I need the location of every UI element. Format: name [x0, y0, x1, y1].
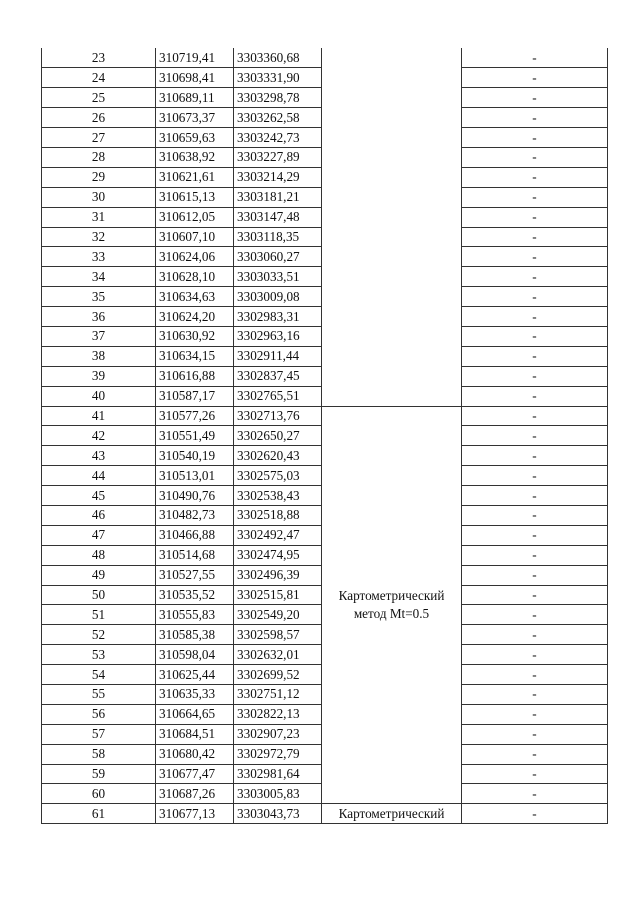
- point-number: 49: [42, 565, 156, 585]
- coordinate-y: 3302538,43: [234, 486, 322, 506]
- point-number: 48: [42, 545, 156, 565]
- coordinate-x: 310624,20: [156, 307, 234, 327]
- point-number: 46: [42, 505, 156, 525]
- value-dash: -: [462, 426, 608, 446]
- coordinate-y: 3302492,47: [234, 525, 322, 545]
- coordinate-x: 310677,47: [156, 764, 234, 784]
- table-row: [42, 804, 608, 824]
- coordinate-y: 3302963,16: [234, 326, 322, 346]
- value-dash: -: [462, 665, 608, 685]
- coordinate-x: 310577,26: [156, 406, 234, 426]
- value-dash: -: [462, 446, 608, 466]
- coordinate-x: 310490,76: [156, 486, 234, 506]
- point-number: 56: [42, 704, 156, 724]
- coordinate-x: 310684,51: [156, 724, 234, 744]
- point-number: 26: [42, 108, 156, 128]
- point-number: 50: [42, 585, 156, 605]
- value-dash: -: [462, 167, 608, 187]
- coordinate-y: 3302496,39: [234, 565, 322, 585]
- coordinate-y: 3302549,20: [234, 605, 322, 625]
- coordinate-y: 3303181,21: [234, 187, 322, 207]
- value-dash: -: [462, 704, 608, 724]
- value-dash: -: [462, 307, 608, 327]
- value-dash: -: [462, 685, 608, 705]
- value-dash: -: [462, 744, 608, 764]
- coordinate-y: 3303262,58: [234, 108, 322, 128]
- point-number: 29: [42, 167, 156, 187]
- coordinate-y: 3303043,73: [234, 804, 322, 824]
- point-number: 60: [42, 784, 156, 804]
- coordinate-y: 3302620,43: [234, 446, 322, 466]
- coordinate-y: 3302972,79: [234, 744, 322, 764]
- coordinate-x: 310587,17: [156, 386, 234, 406]
- coordinate-y: 3303147,48: [234, 207, 322, 227]
- point-number: 23: [42, 48, 156, 68]
- value-dash: -: [462, 784, 608, 804]
- coordinate-x: 310513,01: [156, 466, 234, 486]
- value-dash: -: [462, 525, 608, 545]
- coordinate-x: 310607,10: [156, 227, 234, 247]
- value-dash: -: [462, 386, 608, 406]
- point-number: 38: [42, 346, 156, 366]
- point-number: 36: [42, 307, 156, 327]
- value-dash: -: [462, 48, 608, 68]
- point-number: 41: [42, 406, 156, 426]
- point-number: 57: [42, 724, 156, 744]
- point-number: 51: [42, 605, 156, 625]
- value-dash: -: [462, 724, 608, 744]
- coordinate-x: 310482,73: [156, 505, 234, 525]
- value-dash: -: [462, 147, 608, 167]
- coordinate-x: 310698,41: [156, 68, 234, 88]
- coordinate-y: 3302699,52: [234, 665, 322, 685]
- value-dash: -: [462, 486, 608, 506]
- point-number: 30: [42, 187, 156, 207]
- point-number: 35: [42, 287, 156, 307]
- coordinate-y: 3303242,73: [234, 128, 322, 148]
- value-dash: -: [462, 505, 608, 525]
- coordinate-y: 3302598,57: [234, 625, 322, 645]
- value-dash: -: [462, 406, 608, 426]
- coordinate-x: 310616,88: [156, 366, 234, 386]
- point-number: 33: [42, 247, 156, 267]
- table-row: [42, 48, 608, 68]
- method-label-line1: Картометрический: [338, 587, 445, 603]
- point-number: 45: [42, 486, 156, 506]
- coordinate-x: 310540,19: [156, 446, 234, 466]
- point-number: 25: [42, 88, 156, 108]
- coordinate-x: 310615,13: [156, 187, 234, 207]
- coordinate-x: 310634,15: [156, 346, 234, 366]
- point-number: 54: [42, 665, 156, 685]
- value-dash: -: [462, 605, 608, 625]
- point-number: 58: [42, 744, 156, 764]
- coordinate-y: 3302751,12: [234, 685, 322, 705]
- coordinate-y: 3302575,03: [234, 466, 322, 486]
- coordinate-x: 310527,55: [156, 565, 234, 585]
- coordinate-x: 310719,41: [156, 48, 234, 68]
- coordinate-x: 310634,63: [156, 287, 234, 307]
- point-number: 28: [42, 147, 156, 167]
- coordinate-x: 310638,92: [156, 147, 234, 167]
- method-cell-block-2: [322, 406, 462, 804]
- coordinate-y: 3302518,88: [234, 505, 322, 525]
- value-dash: -: [462, 267, 608, 287]
- coordinate-y: 3302632,01: [234, 645, 322, 665]
- coordinate-x: 310673,37: [156, 108, 234, 128]
- coordinate-x: 310555,83: [156, 605, 234, 625]
- coordinate-x: 310612,05: [156, 207, 234, 227]
- point-number: 42: [42, 426, 156, 446]
- point-number: 27: [42, 128, 156, 148]
- coordinate-y: 3303227,89: [234, 147, 322, 167]
- point-number: 59: [42, 764, 156, 784]
- coordinate-x: 310630,92: [156, 326, 234, 346]
- coordinate-y: 3302474,95: [234, 545, 322, 565]
- coordinate-y: 3302837,45: [234, 366, 322, 386]
- value-dash: -: [462, 366, 608, 386]
- value-dash: -: [462, 585, 608, 605]
- value-dash: -: [462, 287, 608, 307]
- value-dash: -: [462, 128, 608, 148]
- coordinate-y: 3303360,68: [234, 48, 322, 68]
- coordinate-x: 310625,44: [156, 665, 234, 685]
- coordinate-y: 3302981,64: [234, 764, 322, 784]
- value-dash: -: [462, 565, 608, 585]
- coordinate-y: 3303214,29: [234, 167, 322, 187]
- coordinate-x: 310621,61: [156, 167, 234, 187]
- coordinate-x: 310585,38: [156, 625, 234, 645]
- coordinate-y: 3303005,83: [234, 784, 322, 804]
- coordinate-y: 3303118,35: [234, 227, 322, 247]
- coordinate-x: 310624,06: [156, 247, 234, 267]
- coordinate-x: 310687,26: [156, 784, 234, 804]
- value-dash: -: [462, 545, 608, 565]
- coordinate-y: 3302713,76: [234, 406, 322, 426]
- value-dash: -: [462, 227, 608, 247]
- coordinate-x: 310551,49: [156, 426, 234, 446]
- coordinate-y: 3302983,31: [234, 307, 322, 327]
- method-label-line2: метод Mt=0.5: [353, 605, 430, 621]
- coordinate-x: 310598,04: [156, 645, 234, 665]
- coordinate-x: 310514,68: [156, 545, 234, 565]
- coordinate-y: 3303009,08: [234, 287, 322, 307]
- coordinate-x: 310677,13: [156, 804, 234, 824]
- method-cell-block-1: [322, 48, 462, 406]
- value-dash: -: [462, 207, 608, 227]
- coordinates-table: [41, 48, 608, 824]
- point-number: 43: [42, 446, 156, 466]
- point-number: 31: [42, 207, 156, 227]
- coordinate-y: 3302765,51: [234, 386, 322, 406]
- value-dash: -: [462, 247, 608, 267]
- point-number: 32: [42, 227, 156, 247]
- coordinate-x: 310635,33: [156, 685, 234, 705]
- point-number: 37: [42, 326, 156, 346]
- point-number: 52: [42, 625, 156, 645]
- value-dash: -: [462, 346, 608, 366]
- coordinate-x: 310466,88: [156, 525, 234, 545]
- point-number: 47: [42, 525, 156, 545]
- value-dash: -: [462, 466, 608, 486]
- point-number: 53: [42, 645, 156, 665]
- coordinate-x: 310535,52: [156, 585, 234, 605]
- coordinate-x: 310664,65: [156, 704, 234, 724]
- point-number: 61: [42, 804, 156, 824]
- value-dash: -: [462, 625, 608, 645]
- point-number: 39: [42, 366, 156, 386]
- value-dash: -: [462, 764, 608, 784]
- method-cell-last: Картометрический: [322, 804, 462, 824]
- point-number: 24: [42, 68, 156, 88]
- coordinate-x: 310628,10: [156, 267, 234, 287]
- point-number: 40: [42, 386, 156, 406]
- coordinate-y: 3303033,51: [234, 267, 322, 287]
- value-dash: -: [462, 68, 608, 88]
- coordinate-y: 3302822,13: [234, 704, 322, 724]
- value-dash: -: [462, 187, 608, 207]
- coordinate-y: 3303060,27: [234, 247, 322, 267]
- coordinate-y: 3302907,23: [234, 724, 322, 744]
- coordinate-x: 310680,42: [156, 744, 234, 764]
- coordinate-y: 3303331,90: [234, 68, 322, 88]
- value-dash: -: [462, 108, 608, 128]
- coordinate-x: 310689,11: [156, 88, 234, 108]
- coordinate-y: 3302650,27: [234, 426, 322, 446]
- point-number: 55: [42, 685, 156, 705]
- coordinate-y: 3302911,44: [234, 346, 322, 366]
- value-dash: -: [462, 645, 608, 665]
- coordinate-x: 310659,63: [156, 128, 234, 148]
- point-number: 34: [42, 267, 156, 287]
- value-dash: -: [462, 326, 608, 346]
- point-number: 44: [42, 466, 156, 486]
- coordinate-y: 3303298,78: [234, 88, 322, 108]
- table-row: [42, 406, 608, 426]
- value-dash: -: [462, 804, 608, 824]
- coordinate-y: 3302515,81: [234, 585, 322, 605]
- value-dash: -: [462, 88, 608, 108]
